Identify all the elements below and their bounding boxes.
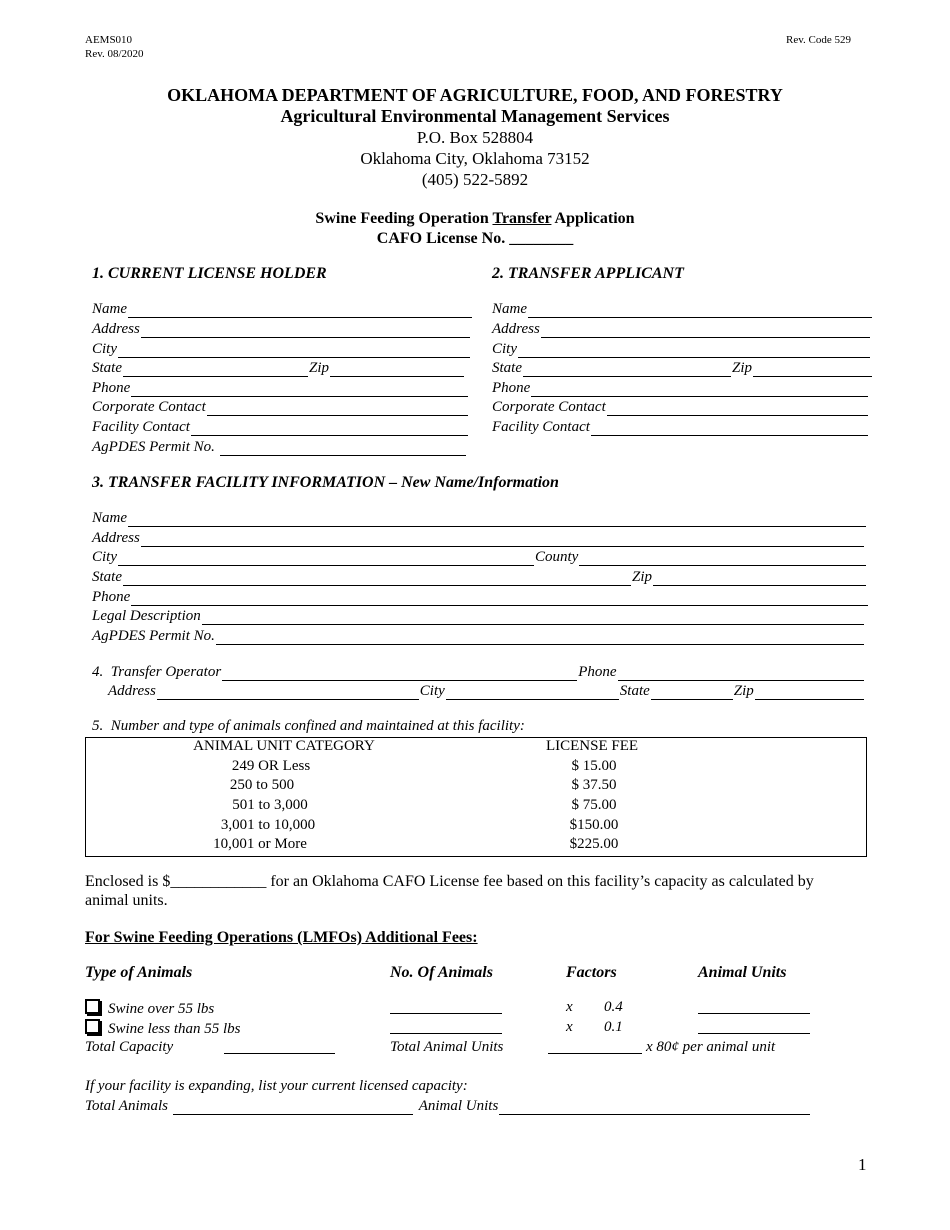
swine-over-55-label: Swine over 55 lbs [108, 1001, 215, 1017]
swine-under-55-factor: 0.1 [604, 1019, 623, 1035]
fee-row-category: 249 OR Less [231, 758, 311, 774]
s3-agpdes-label: AgPDES Permit No. [92, 628, 215, 644]
enclosed-pre: Enclosed is $ [85, 873, 171, 890]
cafo-license-number-field[interactable]: ________ [509, 230, 574, 247]
s3-state-zip-field[interactable] [92, 568, 866, 586]
col-no-of-animals: No. Of Animals [390, 964, 493, 981]
swine-under-55-label: Swine less than 55 lbs [108, 1021, 241, 1037]
agency-name: OKLAHOMA DEPARTMENT OF AGRICULTURE, FOOD, AND FORESTRY [167, 85, 783, 105]
checkbox-icon[interactable] [85, 999, 100, 1014]
agency-phone: (405) 522-5892 [421, 170, 529, 189]
enclosed-text: for an Oklahoma CAFO License fee based on this facility’s capacity as calculated by [266, 873, 814, 890]
total-animal-units-label: Total Animal Units [390, 1039, 504, 1055]
s1-address-field[interactable] [92, 320, 470, 338]
expanding-note: If your facility is expanding, list your current licensed capacity: [85, 1078, 468, 1094]
s4-address-field[interactable] [108, 682, 864, 700]
form-code: AEMS010 [85, 34, 133, 46]
s3-phone-label: Phone [92, 589, 131, 605]
s3-name-label: Name [92, 510, 127, 526]
s2-phone-label: Phone [492, 380, 531, 396]
s1-name-label: Name [92, 301, 127, 317]
total-capacity-label: Total Capacity [85, 1039, 174, 1055]
s1-city-field[interactable] [92, 340, 470, 358]
s1-agpdes-field[interactable] [92, 438, 466, 456]
s1-agpdes-label: AgPDES Permit No. [92, 439, 219, 455]
enclosed-amount-field[interactable]: ____________ [170, 873, 267, 890]
s2-phone-field[interactable] [492, 379, 868, 397]
s1-corporate-contact-field[interactable] [92, 398, 468, 416]
s2-zip-label: Zip [732, 360, 753, 376]
section2-heading: 2. TRANSFER APPLICANT [492, 265, 684, 282]
cafo-license-line [0, 230, 950, 248]
form-revision: Rev. 08/2020 [85, 48, 144, 60]
license-fee-table [85, 737, 867, 857]
total-capacity-field[interactable] [224, 1053, 335, 1054]
s1-phone-field[interactable] [92, 379, 468, 397]
s1-state-label: State [92, 360, 122, 376]
col-type-of-animals: Type of Animals [85, 964, 193, 981]
form-title [0, 210, 950, 228]
s1-facility-contact-label: Facility Contact [92, 419, 190, 435]
s3-city-label: City [92, 549, 117, 565]
s1-address-label: Address [92, 321, 140, 337]
additional-fees-heading: For Swine Feeding Operations (LMFOs) Additional Fees: [85, 929, 478, 946]
fee-row-fee: $ 37.50 [571, 777, 617, 793]
s2-facility-contact-field[interactable] [492, 418, 868, 436]
section3-heading: 3. TRANSFER FACILITY INFORMATION – New Name/Information [92, 474, 559, 491]
s4-phone-label: Phone [578, 664, 617, 680]
section1-heading: 1. CURRENT LICENSE HOLDER [92, 265, 327, 282]
swine-over-55-factor: 0.4 [604, 999, 623, 1015]
swine-under-55-count-field[interactable] [390, 1033, 502, 1034]
col-header-category: ANIMAL UNIT CATEGORY [193, 738, 375, 754]
fee-row-category: 3,001 to 10,000 [220, 817, 316, 833]
s4-state-label: State [619, 683, 650, 699]
s3-city-county-field[interactable] [92, 548, 866, 566]
s1-facility-contact-field[interactable] [92, 418, 468, 436]
col-animal-units: Animal Units [698, 964, 787, 981]
fee-row-fee: $225.00 [569, 836, 619, 852]
s3-county-label: County [535, 549, 579, 565]
s3-legal-description-label: Legal Description [92, 608, 201, 624]
s3-legal-description-field[interactable] [92, 607, 864, 625]
s4-zip-label: Zip [733, 683, 754, 699]
agency-division: Agricultural Environmental Management Services [280, 106, 670, 126]
s2-state-label: State [492, 360, 522, 376]
form-title-transfer: Transfer [492, 210, 552, 227]
s4-operator-phone-field[interactable] [92, 663, 864, 681]
s2-corporate-contact-field[interactable] [492, 398, 868, 416]
per-unit-rate: x 80¢ per animal unit [646, 1039, 776, 1055]
s2-facility-contact-label: Facility Contact [492, 419, 590, 435]
s1-city-label: City [92, 341, 117, 357]
fee-row-category: 250 to 500 [229, 777, 295, 793]
s1-corporate-contact-label: Corporate Contact [92, 399, 206, 415]
s1-name-field[interactable] [92, 300, 472, 318]
enclosed-line2: animal units. [85, 892, 168, 909]
col-header-fee: LICENSE FEE [545, 738, 639, 754]
col-factors: Factors [566, 964, 617, 981]
expanding-capacity-field[interactable] [85, 1097, 810, 1115]
form-title-post: Application [551, 210, 635, 227]
swine-over-55-units-field[interactable] [698, 1013, 810, 1014]
swine-over-55-option[interactable] [85, 999, 214, 1018]
form-title-pre: Swine Feeding Operation [315, 210, 493, 227]
fee-row-fee: $150.00 [569, 817, 619, 833]
rev-code: Rev. Code 529 [786, 34, 851, 46]
s2-name-label: Name [492, 301, 527, 317]
total-animal-units-field[interactable] [548, 1053, 642, 1054]
s4-address-label: Address [108, 683, 156, 699]
fee-row-fee: $ 75.00 [571, 797, 617, 813]
swine-under-55-units-field[interactable] [698, 1033, 810, 1034]
s4-city-label: City [419, 683, 445, 699]
total-animals-label: Total Animals [85, 1098, 172, 1114]
section5-heading: 5. Number and type of animals confined and maintained at this facility: [92, 718, 525, 734]
s2-address-label: Address [492, 321, 540, 337]
s3-address-field[interactable] [92, 529, 864, 547]
s1-zip-label: Zip [309, 360, 330, 376]
agency-po-box: P.O. Box 528804 [416, 128, 534, 147]
agency-city: Oklahoma City, Oklahoma 73152 [360, 149, 590, 168]
s3-address-label: Address [92, 530, 140, 546]
s2-corporate-contact-label: Corporate Contact [492, 399, 606, 415]
page-number: 1 [858, 1155, 867, 1174]
animal-units-label: Animal Units [418, 1098, 499, 1114]
swine-under-55-option[interactable] [85, 1019, 241, 1038]
s3-state-label: State [92, 569, 122, 585]
fee-row-fee: $ 15.00 [571, 758, 617, 774]
fee-row-category: 10,001 or More [213, 836, 307, 852]
swine-over-55-x: x [566, 999, 573, 1015]
cafo-license-label: CAFO License No. [376, 230, 510, 247]
enclosed-line1 [85, 873, 814, 891]
s3-name-field[interactable] [92, 509, 866, 527]
swine-over-55-count-field[interactable] [390, 1013, 502, 1014]
s4-operator-label: 4. Transfer Operator [92, 664, 222, 680]
s1-phone-label: Phone [92, 380, 131, 396]
checkbox-icon[interactable] [85, 1019, 100, 1034]
s2-name-field[interactable] [492, 300, 872, 318]
s2-city-label: City [492, 341, 517, 357]
s2-address-field[interactable] [492, 320, 870, 338]
s3-zip-label: Zip [632, 569, 653, 585]
s2-state-zip-field[interactable] [492, 359, 872, 377]
fee-row-category: 501 to 3,000 [232, 797, 308, 813]
s2-city-field[interactable] [492, 340, 870, 358]
s1-state-zip-field[interactable] [92, 359, 464, 377]
swine-under-55-x: x [566, 1019, 573, 1035]
s3-agpdes-field[interactable] [92, 627, 864, 645]
s3-phone-field[interactable] [92, 588, 868, 606]
